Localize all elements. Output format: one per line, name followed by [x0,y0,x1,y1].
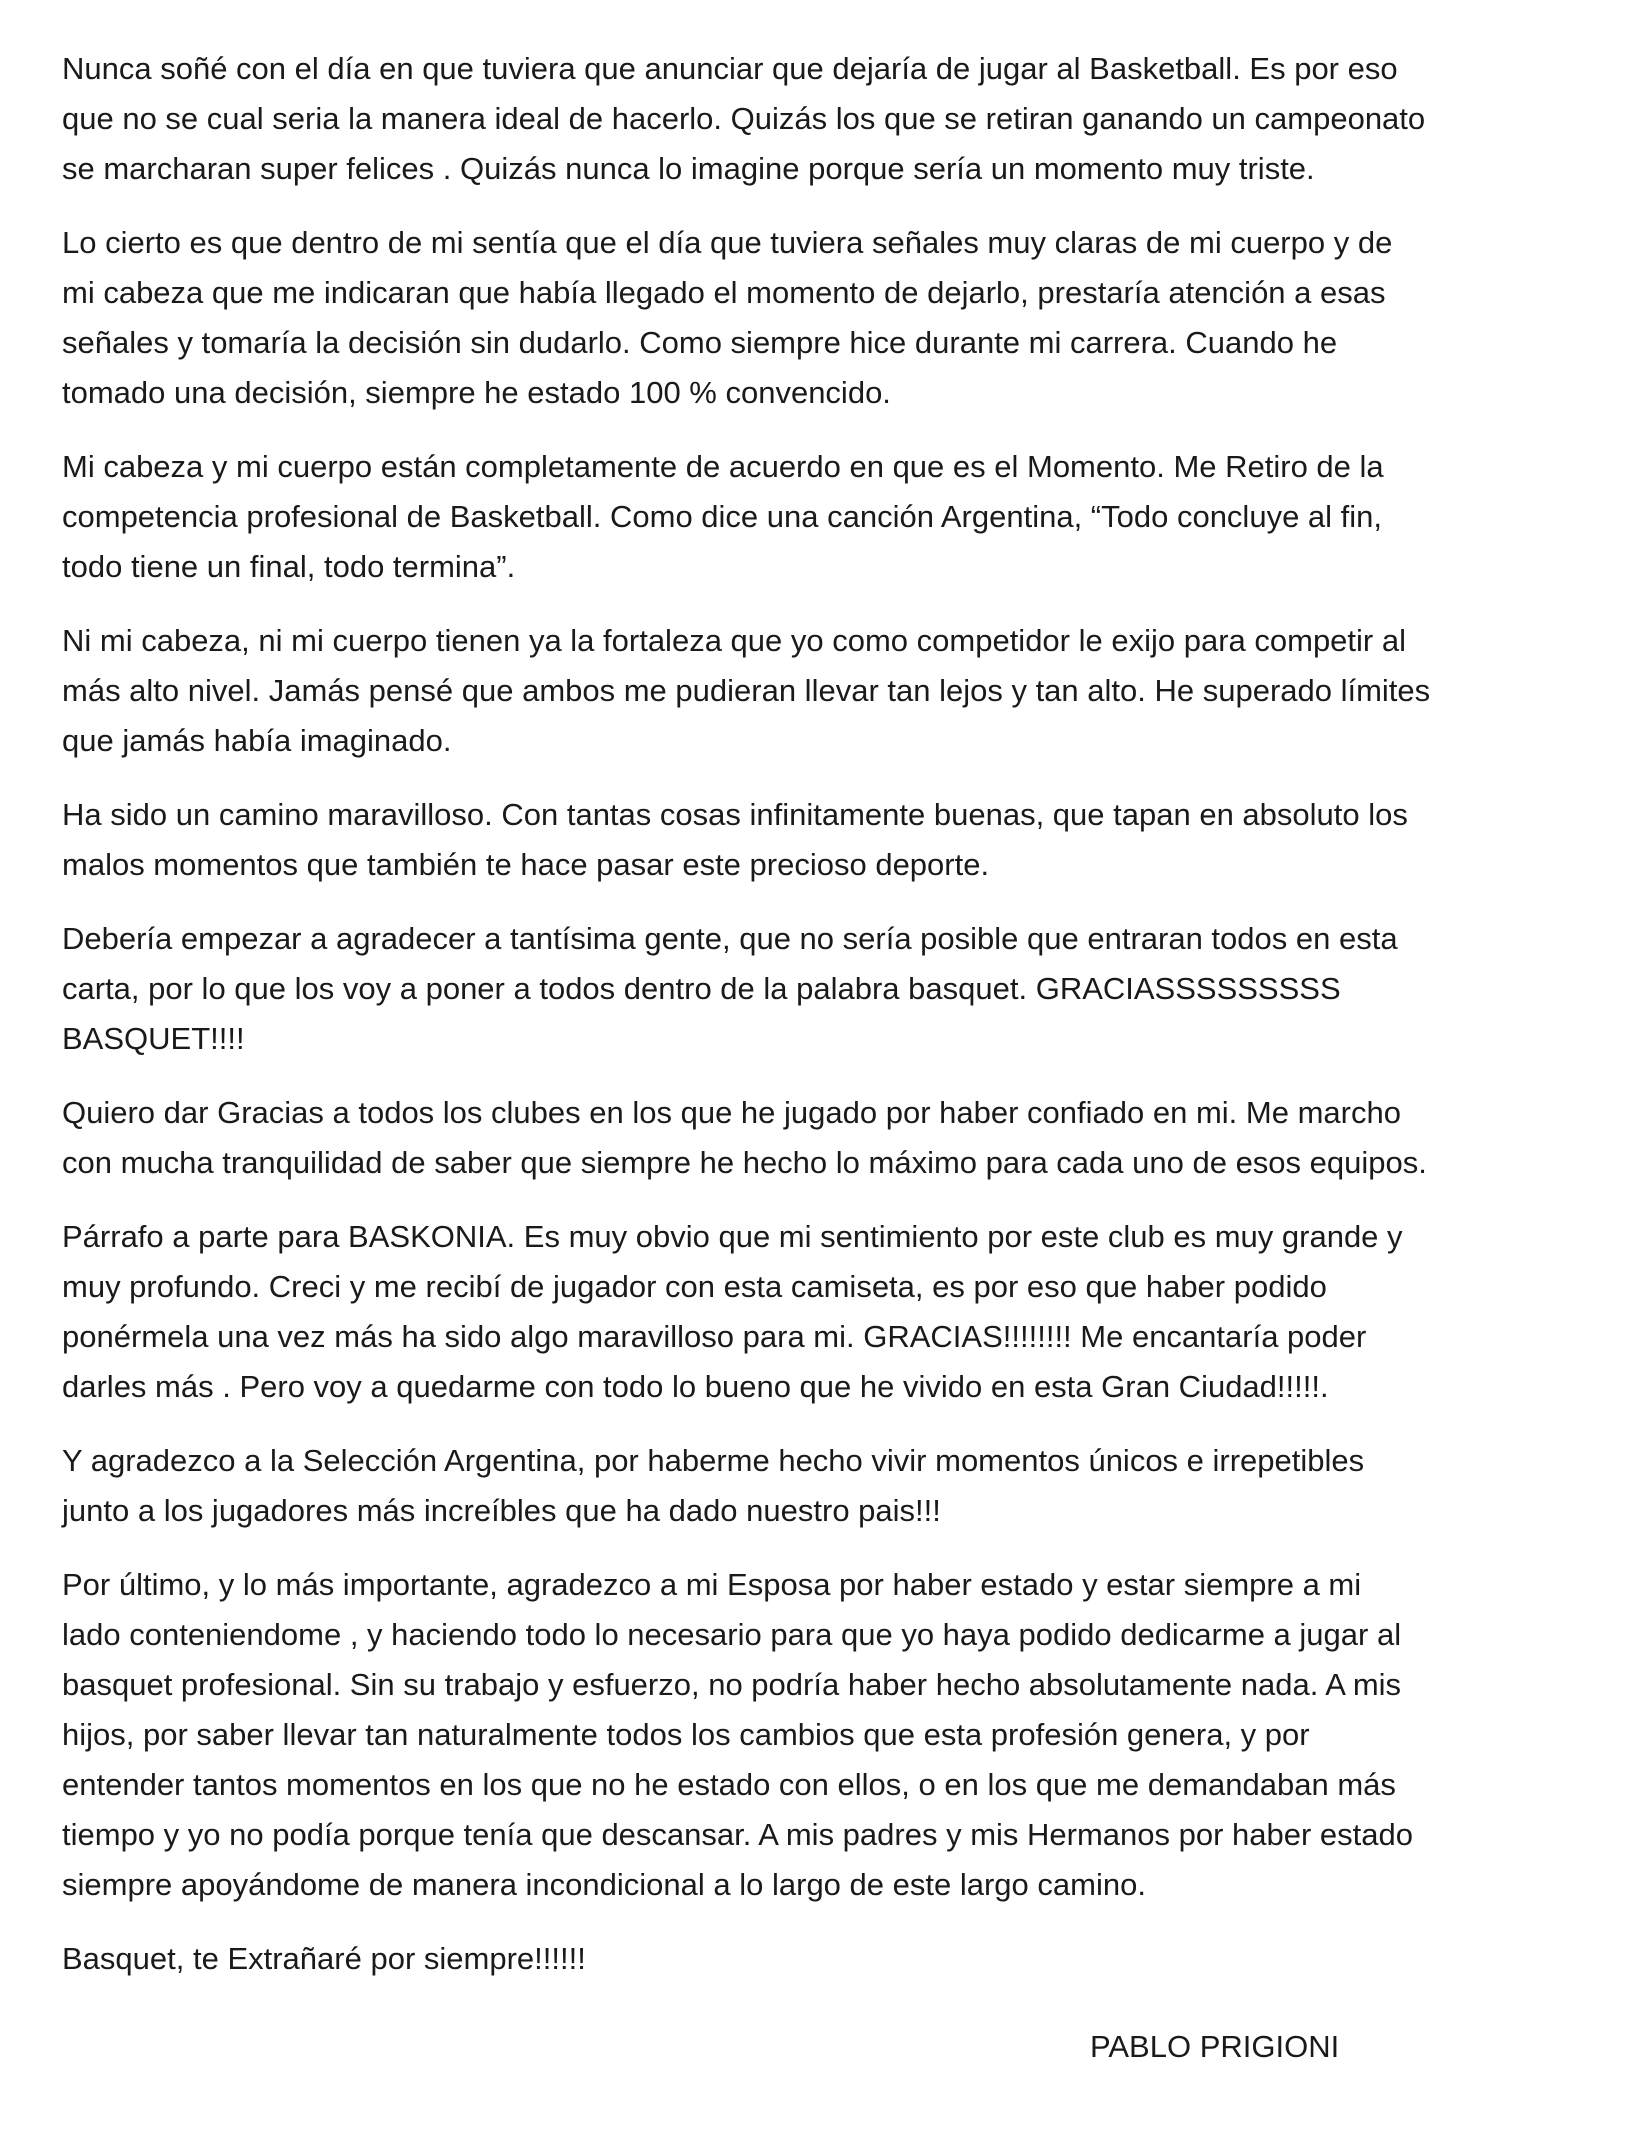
letter-body [62,44,1582,2008]
signature: PABLO PRIGIONI [1090,2029,1340,2064]
letter-paragraph: Quiero dar Gracias a todos los clubes en los que he jugado por haber confiado en mi. Me marcho con mucha tranquilidad de saber que siempre he hecho lo máximo para cada uno de esos equipos. [62,1095,1427,1180]
letter-closing: Basquet, te Extrañaré por siempre!!!!!! [62,1941,586,1976]
letter-paragraph: Lo cierto es que dentro de mi sentía que el día que tuviera señales muy claras de mi cuerpo y de mi cabeza que me indicaran que había llegado el momento de dejarlo, prestaría atención a esas señales y tomaría la decisión sin dudarlo. Como siempre hice durante mi carrera. Cuando he tomado una decisión, siempre he estado 100 % convencido. [62,225,1393,410]
letter-paragraph: Y agradezco a la Selección Argentina, por haberme hecho vivir momentos únicos e irrepetibles junto a los jugadores más increíbles que ha dado nuestro pais!!! [62,1443,1365,1528]
letter-paragraph: Debería empezar a agradecer a tantísima gente, que no sería posible que entraran todos en esta carta, por lo que los voy a poner a todos dentro de la palabra basquet. GRACIASSSSSSSSS BASQUET!!!! [62,921,1398,1056]
letter-paragraph: Por último, y lo más importante, agradezco a mi Esposa por haber estado y estar siempre a mi lado conteniendome , y haciendo todo lo necesario para que yo haya podido dedicarme a jugar al basquet profesional. Sin su trabajo y esfuerzo, no podría haber hecho absolutamente nada. A mis hijos, por saber llevar tan naturalmente todos los cambios que esta profesión genera, y por entender tantos momentos en los que no he estado con ellos, o en los que me demandaban más tiempo y yo no podía porque tenía que descansar. A mis padres y mis Hermanos por haber estado siempre apoyándome de manera incondicional a lo largo de este largo camino. [62,1567,1414,1902]
letter-paragraph: Mi cabeza y mi cuerpo están completamente de acuerdo en que es el Momento. Me Retiro de la competencia profesional de Basketball. Como dice una canción Argentina, “Todo concluye al fin, todo tiene un final, todo termina”. [62,449,1384,584]
letter-paragraph: Ni mi cabeza, ni mi cuerpo tienen ya la fortaleza que yo como competidor le exijo para competir al más alto nivel. Jamás pensé que ambos me pudieran llevar tan lejos y tan alto. He superado límites que jamás había imaginado. [62,623,1431,758]
letter-paragraph: Nunca soñé con el día en que tuviera que anunciar que dejaría de jugar al Basketball. Es por eso que no se cual seria la manera ideal de hacerlo. Quizás los que se retiran ganando un campeonato se marcharan super felices . Quizás nunca lo imagine porque sería un momento muy triste. [62,51,1426,186]
letter-paragraph: Párrafo a parte para BASKONIA. Es muy obvio que mi sentimiento por este club es muy grande y muy profundo. Creci y me recibí de jugador con esta camiseta, es por eso que haber podido ponérmela una vez más ha sido algo maravilloso para mi. GRACIAS!!!!!!!! Me encantaría poder darles más . Pero voy a quedarme con todo lo bueno que he vivido en esta Gran Ciudad!!!!!. [62,1219,1403,1404]
letter-paragraph: Ha sido un camino maravilloso. Con tantas cosas infinitamente buenas, que tapan en absoluto los malos momentos que también te hace pasar este precioso deporte. [62,797,1408,882]
